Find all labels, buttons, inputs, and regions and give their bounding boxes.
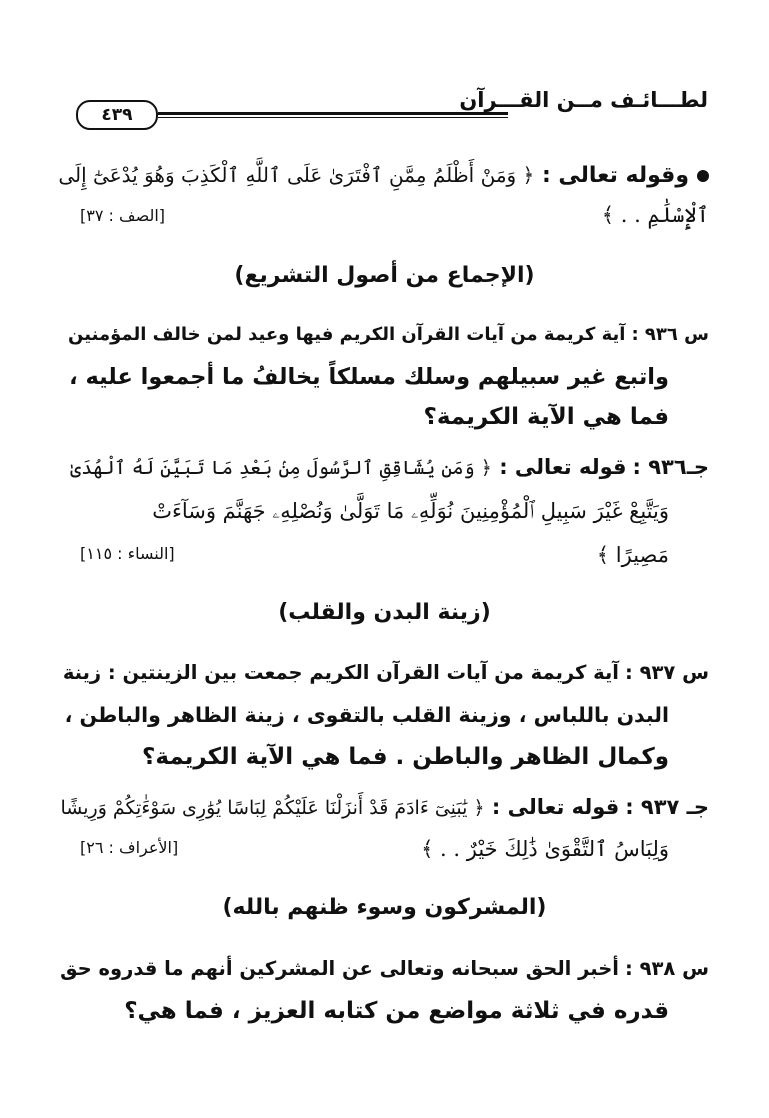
question-line	[57, 656, 709, 690]
question-line	[57, 994, 669, 1028]
question-text: آية كريمة من آيات القرآن الكريم جمعت بين الزينتين : زينة	[62, 661, 619, 684]
section-heading: (المشركون وسوء ظنهم بالله)	[222, 895, 547, 920]
question-text: واتبع غير سبيلهم وسلك مسلكاً يخالفُ ما أجمعوا عليه ،	[69, 364, 669, 390]
page-number: ٤٣٩	[76, 100, 158, 130]
answer-label: جـ ٩٣٧ :	[625, 795, 709, 819]
question-label: س ٩٣٦ :	[631, 324, 709, 345]
question-text: وكمال الظاهر والباطن . فما هي الآية الكريمة؟	[142, 744, 669, 770]
question-line	[57, 400, 669, 434]
answer-line	[57, 494, 669, 528]
header-rule-thin	[158, 117, 508, 118]
quran-verse: ﴿ وَمَن يُشَاقِقِ ٱلرَّسُولَ مِنۢ بَعْدِ مَا تَبَيَّنَ لَهُ ٱلْهُدَىٰ	[70, 457, 492, 479]
verse-lead: قوله تعالى :	[499, 455, 627, 479]
verse-reference: [النساء : ١١٥]	[80, 544, 175, 563]
verse-block-1-line1	[57, 158, 709, 193]
question-text: أخبر الحق سبحانه وتعالى عن المشركين أنهم ما قدروه حق	[60, 957, 619, 980]
quran-verse: وَيَتَّبِعْ غَيْرَ سَبِيلِ ٱلْمُؤْمِنِينَ نُوَلِّهِۦ مَا تَوَلَّىٰ وَنُصْلِهِۦ جَهَنَّمَ وَسَآءَتْ	[152, 499, 669, 523]
verse-lead: وقوله تعالى :	[541, 163, 689, 188]
question-label: س ٩٣٧ :	[624, 661, 709, 684]
verse-reference: [الصف : ٣٧]	[80, 206, 165, 225]
answer-line	[57, 790, 709, 825]
question-line	[57, 698, 669, 732]
question-label: س ٩٣٨ :	[624, 957, 709, 980]
question-text: قدره في ثلاثة مواضع من كتابه العزيز ، فما هي؟	[124, 998, 669, 1024]
quran-verse: مَصِيرًا ﴾	[596, 543, 669, 567]
running-title: لطـــائـف مــن القـــرآن	[459, 88, 708, 112]
question-line	[57, 318, 709, 352]
question-line	[57, 952, 709, 986]
section-heading: (الإجماع من أصول التشريع)	[234, 263, 535, 288]
header-rule	[158, 112, 508, 115]
quran-verse: ﴿ وَمَنْ أَظْلَمُ مِمَّنِ ٱفْتَرَىٰ عَلَى ٱللَّهِ ٱلْكَذِبَ وَهُوَ يُدْعَىٰٓ إِلَى	[58, 163, 535, 187]
verse-reference: [الأعراف : ٢٦]	[80, 838, 179, 857]
answer-label: جـ٩٣٦ :	[632, 455, 709, 479]
page-header	[76, 84, 708, 128]
question-text: فما هي الآية الكريمة؟	[423, 404, 669, 430]
answer-line	[57, 450, 709, 485]
quran-verse: ٱلْإِسْلَٰمِ . . ﴾	[601, 203, 709, 227]
bullet-icon	[697, 170, 709, 182]
quran-verse: ﴿ يَٰبَنِىٓ ءَادَمَ قَدْ أَنزَلْنَا عَلَيْكُمْ لِبَاسًا يُوَٰرِى سَوْءَٰتِكُمْ وَرِيشًا	[60, 797, 485, 819]
question-line	[57, 740, 669, 774]
question-text: آية كريمة من آيات القرآن الكريم فيها وعيد لمن خالف المؤمنين	[68, 324, 626, 345]
section-heading: (زينة البدن والقلب)	[278, 600, 491, 625]
question-line	[57, 360, 669, 394]
question-text: البدن باللباس ، وزينة القلب بالتقوى ، زينة الظاهر والباطن ،	[64, 703, 669, 727]
quran-verse: وَلِبَاسُ ٱلتَّقْوَىٰ ذَٰلِكَ خَيْرٌ . . ﴾	[421, 837, 669, 861]
verse-lead: قوله تعالى :	[491, 795, 620, 819]
